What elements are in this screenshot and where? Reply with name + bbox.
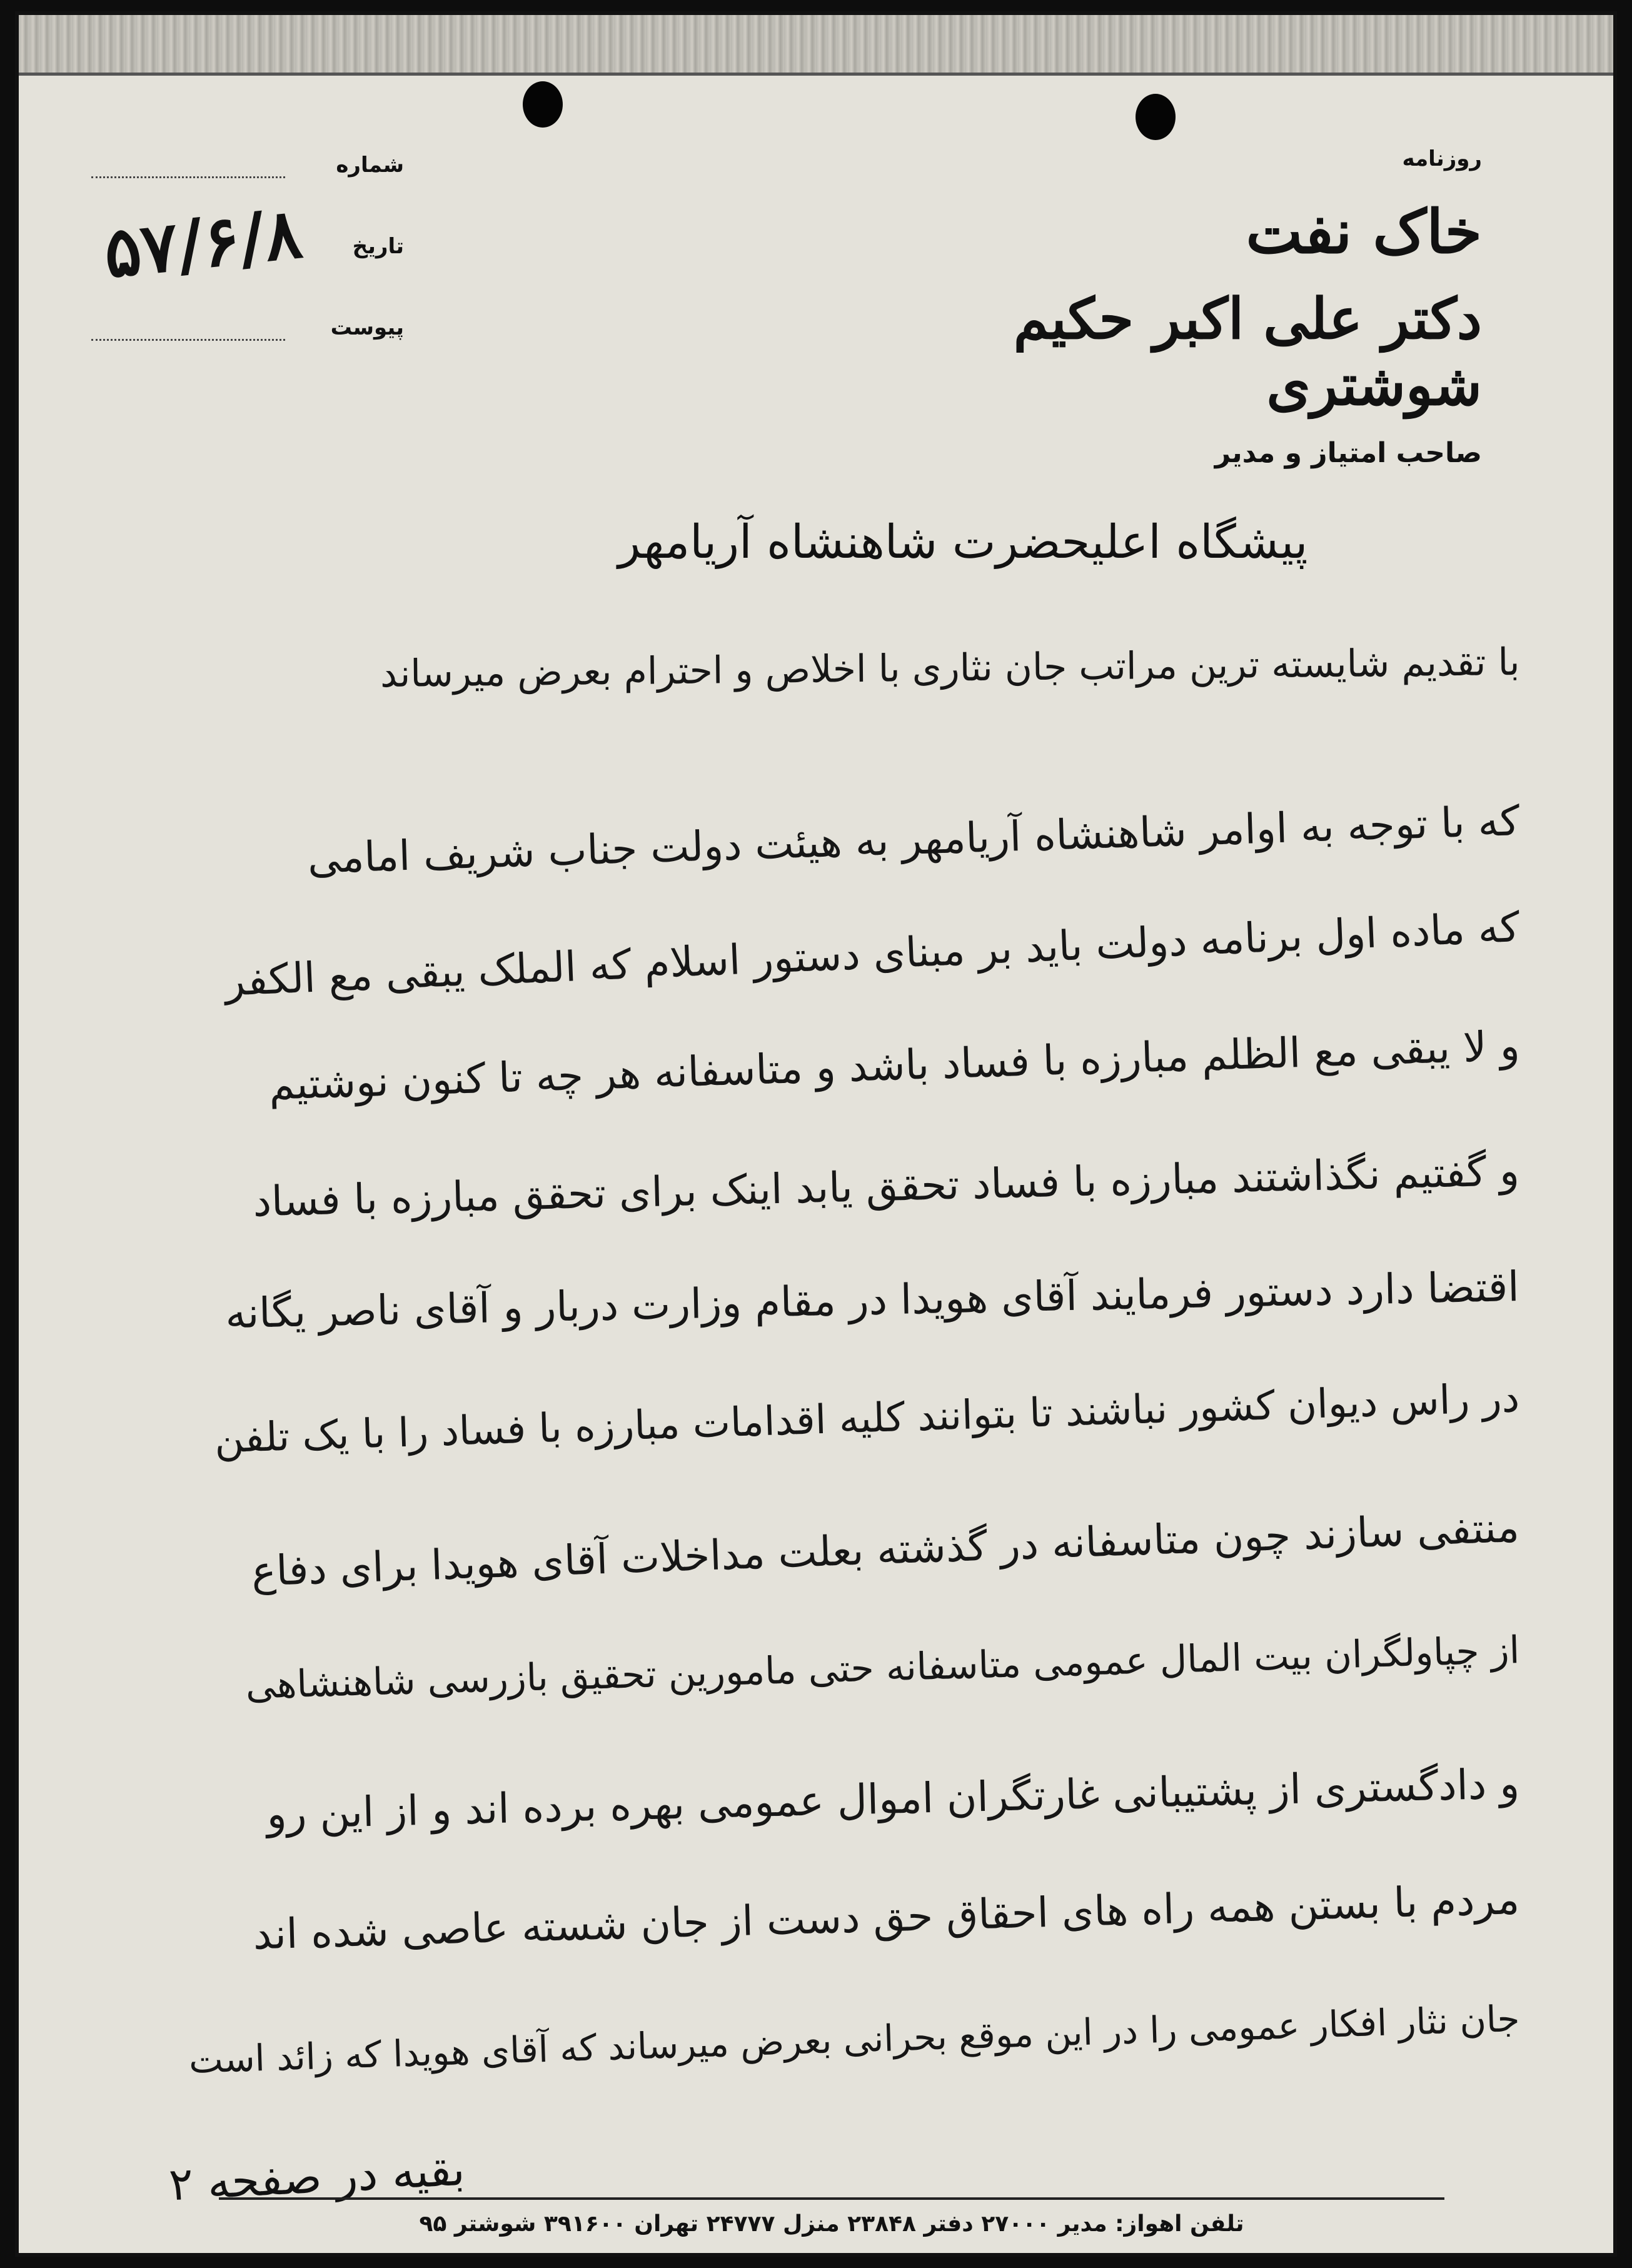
body-line: منتفی سازند چون متاسفانه در گذشته بعلت مداخلات آقای هویدا برای دفاع (251, 1503, 1521, 1596)
body-line: مردم با بستن همه راه های احقاق حق دست از جان شسته عاصی شده اند (252, 1875, 1521, 1959)
body-line: با تقدیم شایسته ترین مراتب جان نثاری با اخلاص و احترام بعرض میرساند (380, 640, 1520, 697)
footer-contact: تلفن اهواز: مدیر ۲۷۰۰۰ دفتر ۲۳۸۴۸ منزل ۲۴۷۷۷ تهران ۳۹۱۶۰۰ شوشتر ۹۵ (219, 2197, 1444, 2237)
body-line: جان نثار افکار عمومی را در این موقع بحرانی بعرض میرساند که آقای هویدا که زائد است (188, 1997, 1521, 2082)
body-line: در راس دیوان کشور نباشند تا بتوانند کلیه اقدامات مبارزه با فساد را با یک تلفن (213, 1375, 1521, 1463)
body-line: و دادگستری از پشتیبانی غارتگران اموال عمومی بهره برده اند و از این رو (266, 1760, 1520, 1838)
body-line: و لا یبقی مع الظلم مبارزه با فساد باشد و متاسفانه هر چه تا کنون نوشتیم (268, 1022, 1521, 1109)
date-value: ۵۷/۶/۸ (100, 192, 306, 294)
letter-body (19, 15, 1613, 2253)
body-line: که با توجه به اوامر شاهنشاه آریامهر به هیئت دولت جناب شریف امامی (306, 797, 1521, 883)
continued-note: بقیه در صفحه ۲ (168, 2142, 466, 2211)
letter-page (15, 11, 1617, 2257)
body-line: که ماده اول برنامه دولت باید بر مبنای دستور اسلام که الملک یبقی مع الکفر (224, 903, 1521, 1005)
body-line: اقتضا دارد دستور فرمایند آقای هویدا در مقام وزارت دربار و آقای ناصر یگانه (225, 1263, 1520, 1338)
publisher-role: صاحب امتیاز و مدیر (1214, 437, 1482, 469)
body-line: از چپاولگران بیت المال عمومی متاسفانه حتی مامورین تحقیق بازرسی شاهنشاهی (244, 1628, 1520, 1708)
attachment-label: پیوست (330, 315, 404, 340)
newspaper-label: روزنامه (1402, 146, 1482, 171)
body-line: و گفتیم نگذاشتند مبارزه با فساد تحقق یابد اینک برای تحقق مبارزه با فساد (252, 1147, 1520, 1226)
number-label: شماره (336, 153, 404, 178)
publisher-name: دکتر علی اکبر حکیم شوشتری (1013, 286, 1482, 418)
salutation: پیشگاه اعلیحضرت شاهنشاه آریامهر (618, 515, 1308, 569)
newspaper-name: خاک نفت (1246, 196, 1482, 267)
date-label: تاریخ (352, 234, 404, 259)
